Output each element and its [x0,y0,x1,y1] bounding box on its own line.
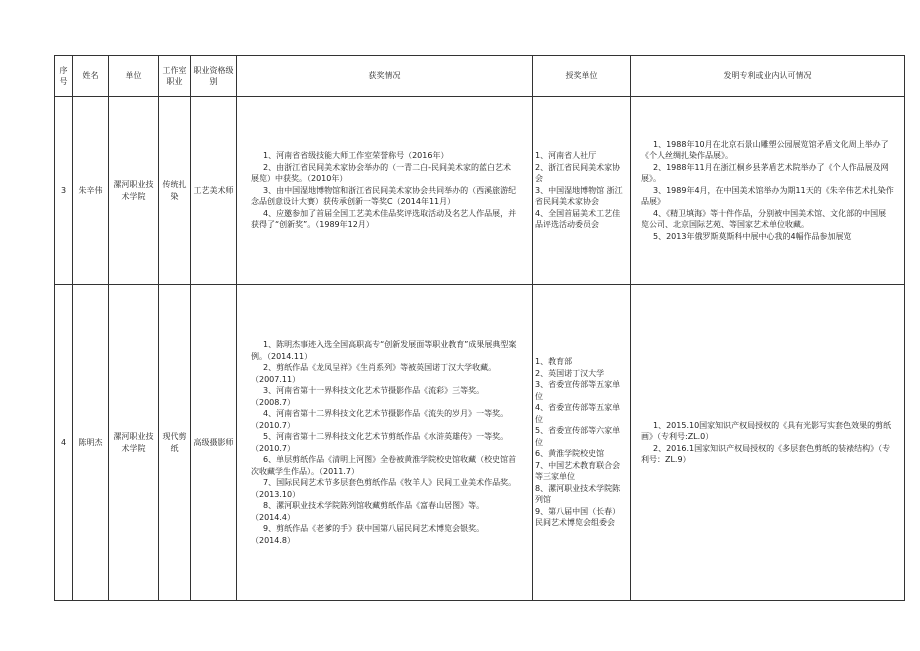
header-seq: 序号 [55,56,73,97]
cell-studio: 传统扎染 [159,97,191,285]
talent-table [54,55,905,601]
cell-awarder [533,97,631,285]
cell-level: 工艺美术师 [191,97,237,285]
cell-awards [237,285,533,601]
list-item: 6、黄淮学院校史馆 [535,449,605,459]
list-item: 1、陈明杰事迹入选全国高职高专“创新发展面等职业教育”成果展典型案例。（2014.11） [251,340,517,361]
list-item: 1、2015.10国家知识产权局授权的《具有光影写实套色效果的剪纸画》（专利号:ZL.0） [641,420,892,441]
list-item: 5、2013年俄罗斯莫斯科中展中心我的4幅作品参加展览 [653,231,852,241]
cell-name: 朱辛伟 [73,97,109,285]
list-item: 3、1989年4月，在中国美术馆举办为期11天的《朱辛伟艺术扎染作品展》 [641,185,894,207]
cell-name: 陈明杰 [73,285,109,601]
header-level: 职业资格级别 [191,56,237,97]
cell-unit: 漯河职业技术学院 [109,97,159,285]
list-item: 1、河南省人社厅 [535,151,597,161]
header-patents: 发明专利或业内认可情况 [631,56,905,97]
list-item: 2、2016.1国家知识产权局授权的《多层套色剪纸的装裱结构》（专利号：ZL.9） [641,443,891,464]
list-item: 3、由中国湿地博物馆和浙江省民间美术家协会共同举办的（西溪旅游纪念品创意设计大赛）获传承创新一等奖C（2014年11月） [251,185,517,207]
cell-studio: 现代剪纸 [159,285,191,601]
list-item: 7、国际民间艺术节多层套色剪纸作品《牧羊人》民间工业美术作品奖。（2013.10） [251,478,517,499]
table-row [55,97,905,285]
header-unit: 单位 [109,56,159,97]
header-awarder: 授奖单位 [533,56,631,97]
cell-unit: 漯河职业技术学院 [109,285,159,601]
header-awards: 获奖情况 [237,56,533,97]
patents-list [641,420,894,466]
cell-patents [631,97,905,285]
list-item: 1、河南省省级技能大师工作室荣誉称号（2016年） [263,151,449,161]
table-row [55,285,905,601]
list-item: 3、中国湿地博物馆 浙江省民间美术家协会 [535,185,623,207]
header-row [55,56,905,97]
list-item: 3、河南省第十一界科技文化艺术节摄影作品《流彩》三等奖。（2008.7） [251,386,485,407]
cell-seq: 3 [55,97,73,285]
list-item: 1、教育部 [535,357,573,367]
cell-seq: 4 [55,285,73,601]
header-name: 姓名 [73,56,109,97]
patents-list [641,139,894,243]
list-item: 8、漯河职业技术学院陈列馆收藏剪纸作品《富春山居图》等。（2014.4） [251,501,485,522]
awarder-list [535,150,628,231]
list-item: 2、由浙江省民间美术家协会举办的（一青二白-民间美术家的蓝白艺术展览）中获奖。（2010年） [251,162,511,184]
list-item: 6、单层剪纸作品《清明上河图》全卷被黄淮学院校史馆收藏（校史馆首次收藏学生作品）。（2011.7） [251,455,517,476]
cell-awards [237,97,533,285]
cell-level: 高级摄影师 [191,285,237,601]
list-item: 3、省委宣传部等五家单位 [535,380,621,401]
list-item: 2、英国诺丁汉大学 [535,368,605,378]
awards-list [251,150,518,231]
list-item: 4、省委宣传部等五家单位 [535,403,621,424]
list-item: 5、河南省第十二界科技文化艺术节剪纸作品《水浒英雄传》一等奖。（2010.7） [251,432,509,453]
list-item: 1、1988年10月在北京石景山雕塑公园展览馆矛盾文化周上举办了《个人丝绸扎染作品展》。 [641,139,889,161]
header-studio: 工作室职业 [159,56,191,97]
list-item: 4、河南省第十二界科技文化艺术节摄影作品《流失的岁月》一等奖。（2010.7） [251,409,509,430]
list-item: 8、漯河职业技术学院陈列馆 [535,483,621,505]
list-item: 2、剪纸作品《龙凤呈祥》《生肖系列》等被英国诺丁汉大学收藏。（2007.11） [251,363,497,384]
awards-list [251,339,518,546]
list-item: 4、《精卫填海》等十件作品，分别被中国美术馆、文化部的中国展览公司、北京国际艺苑、等国家艺术单位收藏。 [641,208,887,230]
list-item: 5、省委宣传部等六家单位 [535,426,621,447]
list-item: 9、剪纸作品《老爹的手》获中国第八届民间艺术博览会银奖。（2014.8） [251,524,485,545]
list-item: 4、应邀参加了首届全国工艺美术佳品奖评选取活动及名艺人作品展，并获得了“创新奖”。（1989年12月） [251,208,517,230]
list-item: 2、1988年11月在浙江桐乡县茅盾艺术院举办了《个人作品展及网展》。 [641,162,889,184]
list-item: 7、中国艺术教育联合会等三家单位 [535,460,621,482]
cell-patents [631,285,905,601]
list-item: 4、全国首届美术工艺佳品评选活动委员会 [535,208,621,230]
cell-awarder [533,285,631,601]
awarder-list [535,356,628,529]
list-item: 9、第八届中国（长春）民间艺术博览会组委会 [535,506,621,528]
list-item: 2、浙江省民间美术家协会 [535,162,621,184]
